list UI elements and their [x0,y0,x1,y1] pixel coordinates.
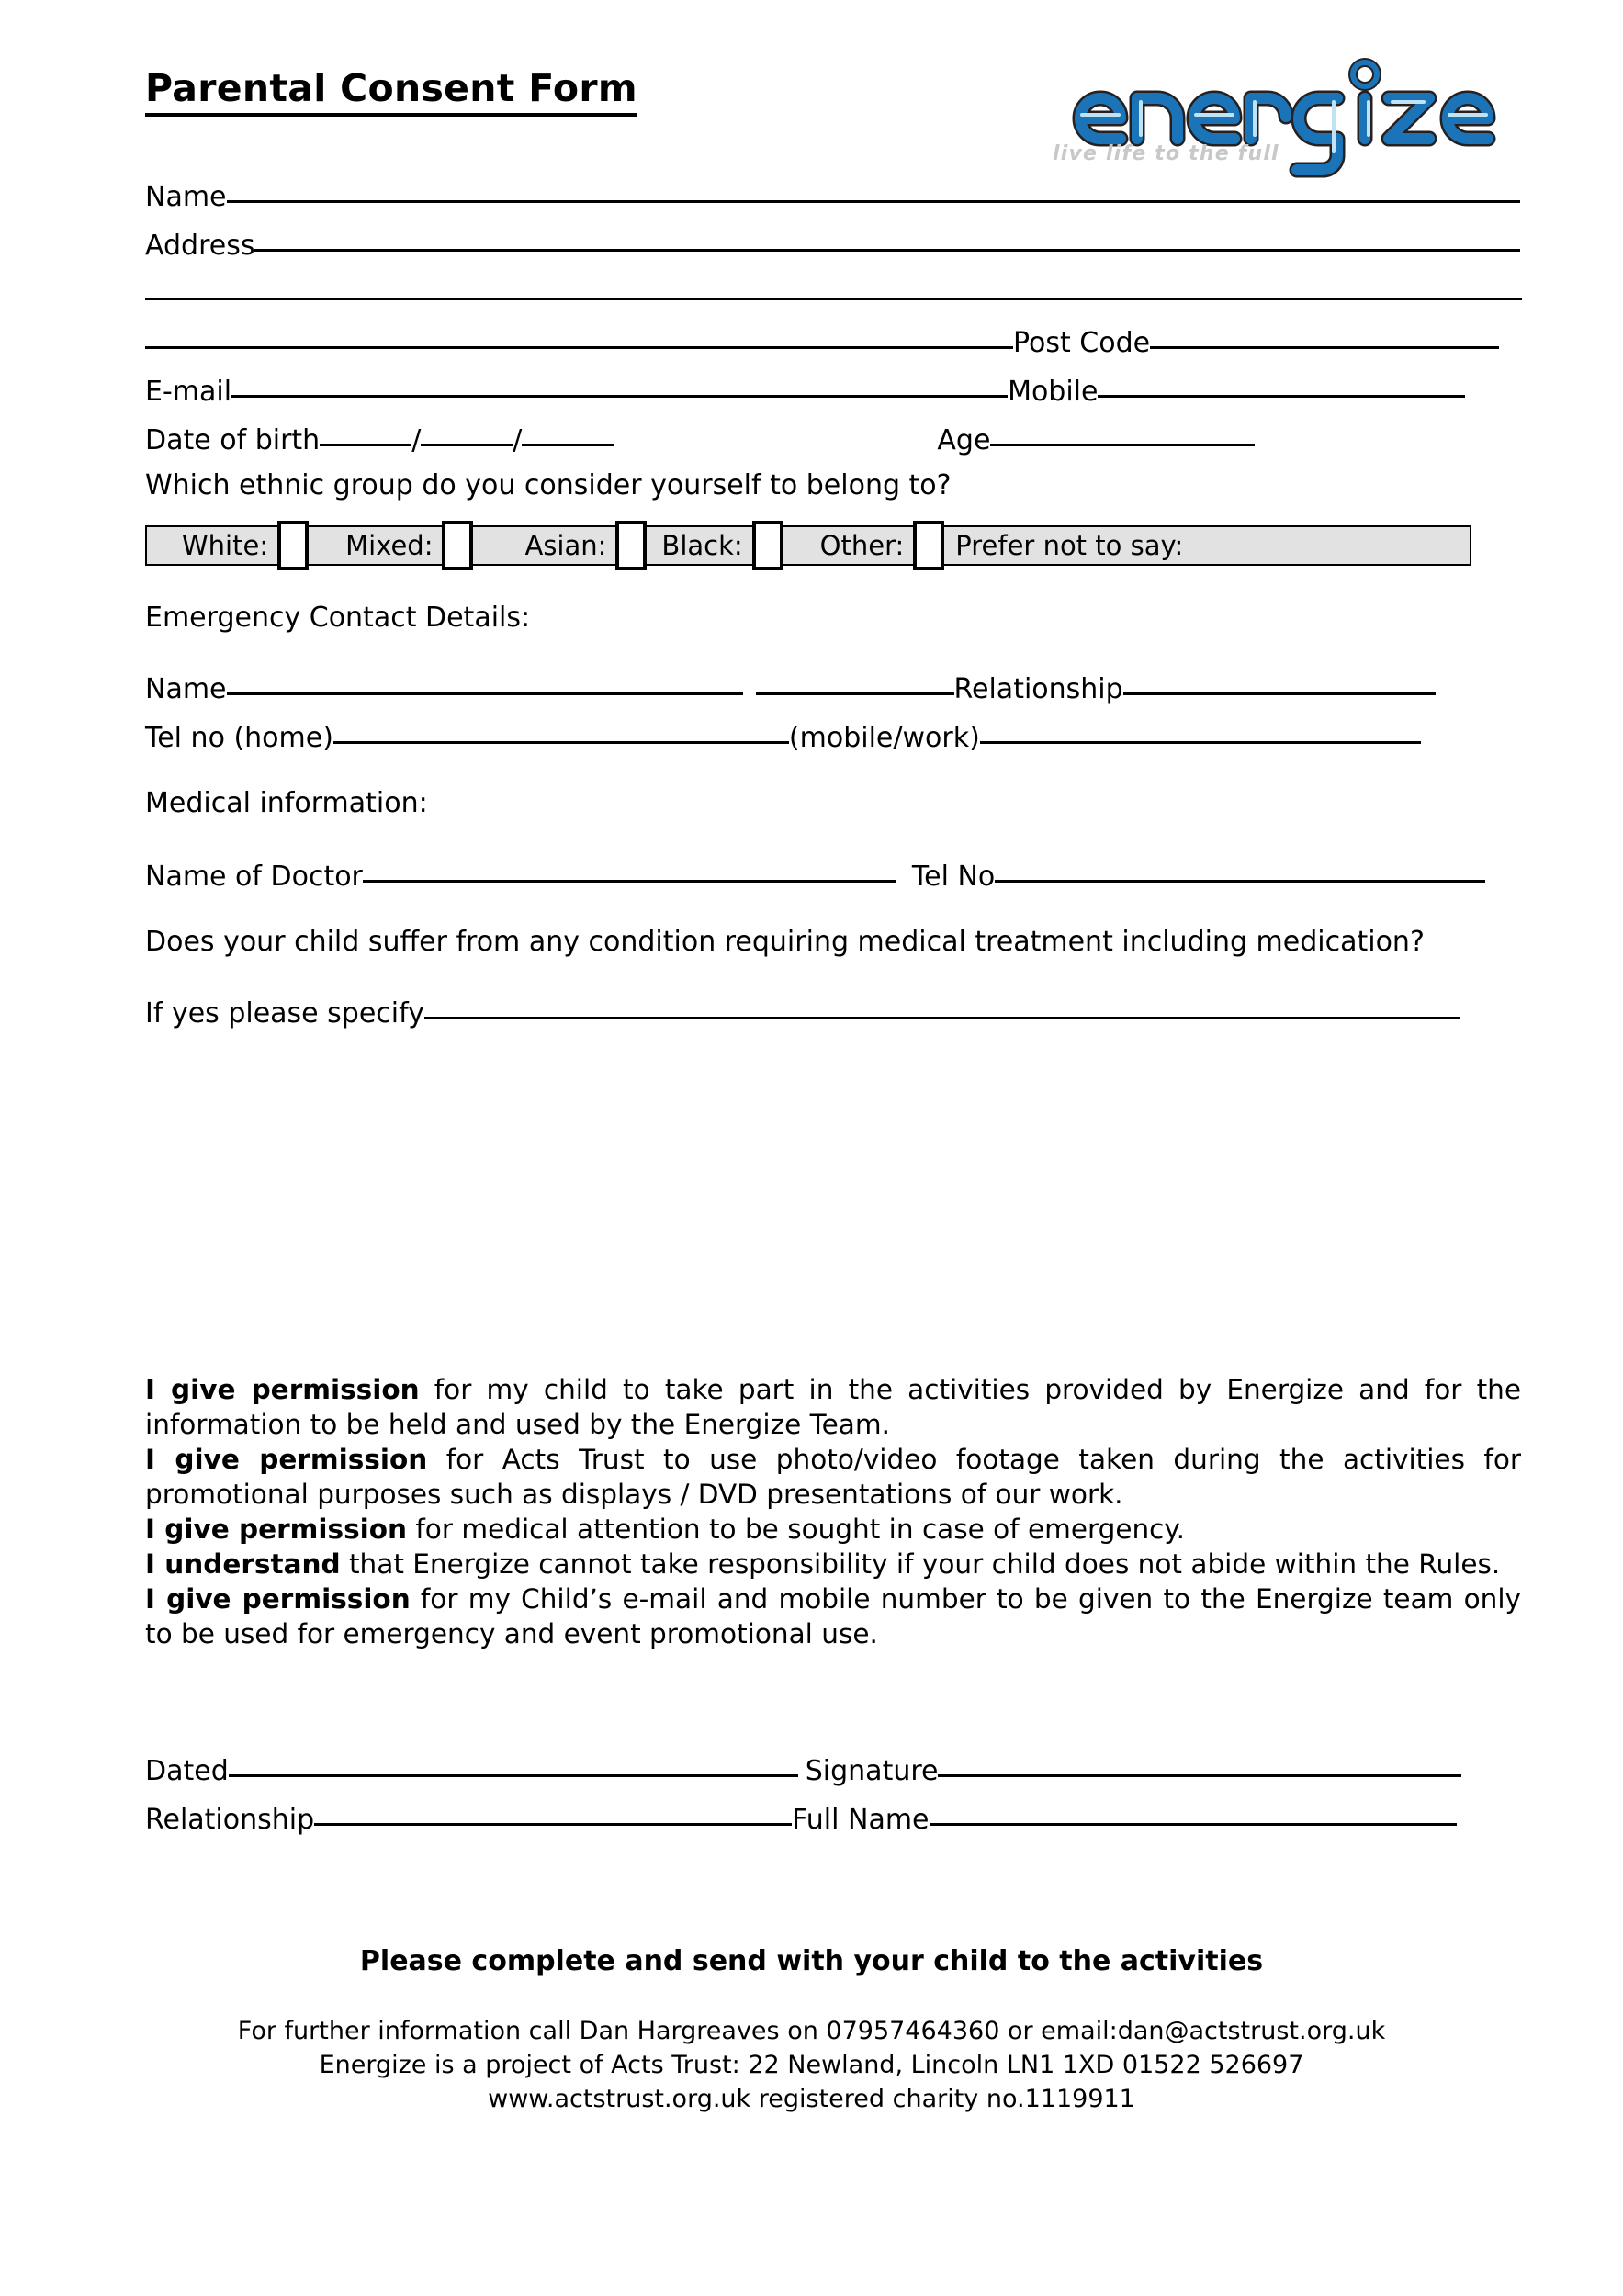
footer-contact-line: For further information call Dan Hargreaves on 07957464360 or email:dan@actstrust.org.uk [237,2017,1386,2045]
permission-item-3-text: for medical attention to be sought in case of emergency. [407,1514,1186,1545]
field-row-doctor [145,860,1523,908]
field-row-emergency-name [145,672,1523,721]
ethnic-group-band [145,525,1471,566]
energize-logo-svg [1023,31,1519,178]
age-label: Age [937,424,991,456]
permission-item-2-bold: I give permission [145,1444,428,1475]
permission-item-5 [145,1581,1521,1651]
permissions-block [145,1372,1521,1651]
field-row-postcode [145,326,1523,375]
name-label: Name [145,181,227,213]
permission-item-4-bold: I understand [145,1548,341,1580]
ethnic-checkbox-black[interactable] [752,521,783,570]
permission-item-3 [145,1512,1521,1547]
permission-item-1-text: for my child to take part in the activities provided by Energize and for the information to be held and used by the Energize Team. [145,1374,1521,1440]
address-input-line-2[interactable] [145,277,1522,300]
consent-form-fields [145,180,1523,1045]
ethnic-checkbox-other[interactable] [913,521,944,570]
field-row-emergency-tel [145,721,1523,770]
doctor-tel-label: Tel No [911,861,996,893]
field-row-name [145,180,1523,229]
mobile-input-line[interactable] [1098,375,1465,398]
medical-condition-question: Does your child suffer from any condition requiring medical treatment including medication? [145,926,1425,958]
energize-logo [1023,31,1519,178]
emergency-relationship-label: Relationship [953,673,1123,705]
age-input-line[interactable] [990,423,1255,446]
ethnic-option-mixed[interactable] [345,521,473,570]
dob-day-input-line[interactable] [320,423,411,446]
emergency-relationship-input-line[interactable] [1123,672,1436,695]
signoff-relationship-input-line[interactable] [314,1803,792,1826]
ethnic-option-asian[interactable] [524,521,647,570]
dob-slash-2: / [513,424,523,456]
address-label: Address [145,230,255,262]
document-footer [0,1945,1623,2116]
field-row-address [145,229,1523,277]
footer-heading: Please complete and send with your child to the activities [359,1945,1264,1977]
dob-month-input-line[interactable] [421,423,513,446]
ethnic-checkbox-white[interactable] [277,521,309,570]
permission-item-4 [145,1547,1521,1581]
ethnic-option-other-label: Other: [819,530,905,561]
doctor-name-input-line[interactable] [363,860,896,883]
field-row-dated-signature [145,1754,1523,1803]
emergency-contact-heading: Emergency Contact Details: [145,602,531,634]
email-label: E-mail [145,376,232,408]
email-input-line[interactable] [231,375,1008,398]
postcode-label: Post Code [1013,327,1151,359]
medical-question-row [145,908,1523,996]
medical-information-heading: Medical information: [145,787,428,819]
dob-year-input-line[interactable] [522,423,614,446]
ethnic-option-other[interactable] [820,521,945,570]
footer-charity-line: www.actstrust.org.uk registered charity no.1119911 [488,2085,1135,2113]
ethnic-checkbox-mixed[interactable] [442,521,473,570]
emergency-name-label: Name [145,673,227,705]
field-row-specify [145,996,1523,1045]
fullname-label: Full Name [792,1804,930,1836]
permission-item-3-bold: I give permission [145,1514,408,1545]
field-row-dob-age [145,423,1523,472]
emergency-name-input-line[interactable] [227,672,743,695]
ethnic-question-row [145,469,1523,525]
permission-item-1-bold: I give permission [145,1374,420,1405]
ethnic-question-label: Which ethnic group do you consider yourself to belong to? [145,469,952,501]
ethnic-option-black-label: Black: [661,530,743,561]
medical-specify-input-line[interactable] [424,996,1460,1019]
signature-label: Signature [805,1755,939,1787]
signature-input-line[interactable] [938,1754,1461,1777]
postcode-input-line[interactable] [1150,326,1499,349]
emergency-name-input-line-2[interactable] [756,672,954,695]
dob-label: Date of birth [145,424,321,456]
ethnic-checkbox-asian[interactable] [615,521,647,570]
emergency-tel-mobile-input-line[interactable] [980,721,1421,744]
name-input-line[interactable] [227,180,1520,203]
emergency-heading-row [145,566,1523,672]
ethnic-option-asian-label: Asian: [524,530,607,561]
field-row-email-mobile [145,375,1523,423]
medical-specify-label: If yes please specify [145,997,424,1030]
address-input-line-1[interactable] [254,229,1520,252]
permission-item-4-text: that Energize cannot take responsibility if your child does not abide within the Rules. [340,1548,1501,1580]
emergency-tel-home-input-line[interactable] [333,721,789,744]
permission-item-5-bold: I give permission [145,1583,411,1615]
field-row-relationship-fullname [145,1803,1523,1851]
ethnic-prefer-not-to-say-label: Prefer not to say: [955,530,1184,561]
emergency-tel-mobile-label: (mobile/work) [788,722,980,754]
permission-item-2 [145,1442,1521,1512]
permission-item-1 [145,1372,1521,1442]
dated-input-line[interactable] [229,1754,798,1777]
address-input-line-3[interactable] [145,326,1013,349]
ethnic-option-white-label: White: [182,530,269,561]
logo-tagline-text: live life to the full [1053,142,1279,165]
dob-slash-1: / [411,424,422,456]
signoff-block [145,1754,1523,1851]
signoff-relationship-label: Relationship [145,1804,315,1836]
page-title: Parental Consent Form [145,66,637,117]
field-row-address-line2 [145,277,1523,326]
footer-address-line: Energize is a project of Acts Trust: 22 Newland, Lincoln LN1 1XD 01522 526697 [319,2051,1304,2079]
emergency-tel-home-label: Tel no (home) [145,722,333,754]
ethnic-option-mixed-label: Mixed: [345,530,434,561]
doctor-tel-input-line[interactable] [995,860,1485,883]
permission-item-5-text: for my Child’s e-mail and mobile number to be given to the Energize team only to be used for emergency and event promotional use. [145,1583,1521,1649]
dated-label: Dated [145,1755,229,1787]
ethnic-option-black[interactable] [661,521,783,570]
permission-item-2-text: for Acts Trust to use photo/video footage taken during the activities for promotional purposes such as displays / DVD presentations of our work. [145,1444,1521,1510]
fullname-input-line[interactable] [930,1803,1457,1826]
mobile-label: Mobile [1008,376,1099,408]
doctor-name-label: Name of Doctor [145,861,363,893]
medical-heading-row [145,770,1523,860]
ethnic-option-white[interactable] [182,521,309,570]
document-header [145,33,1523,180]
